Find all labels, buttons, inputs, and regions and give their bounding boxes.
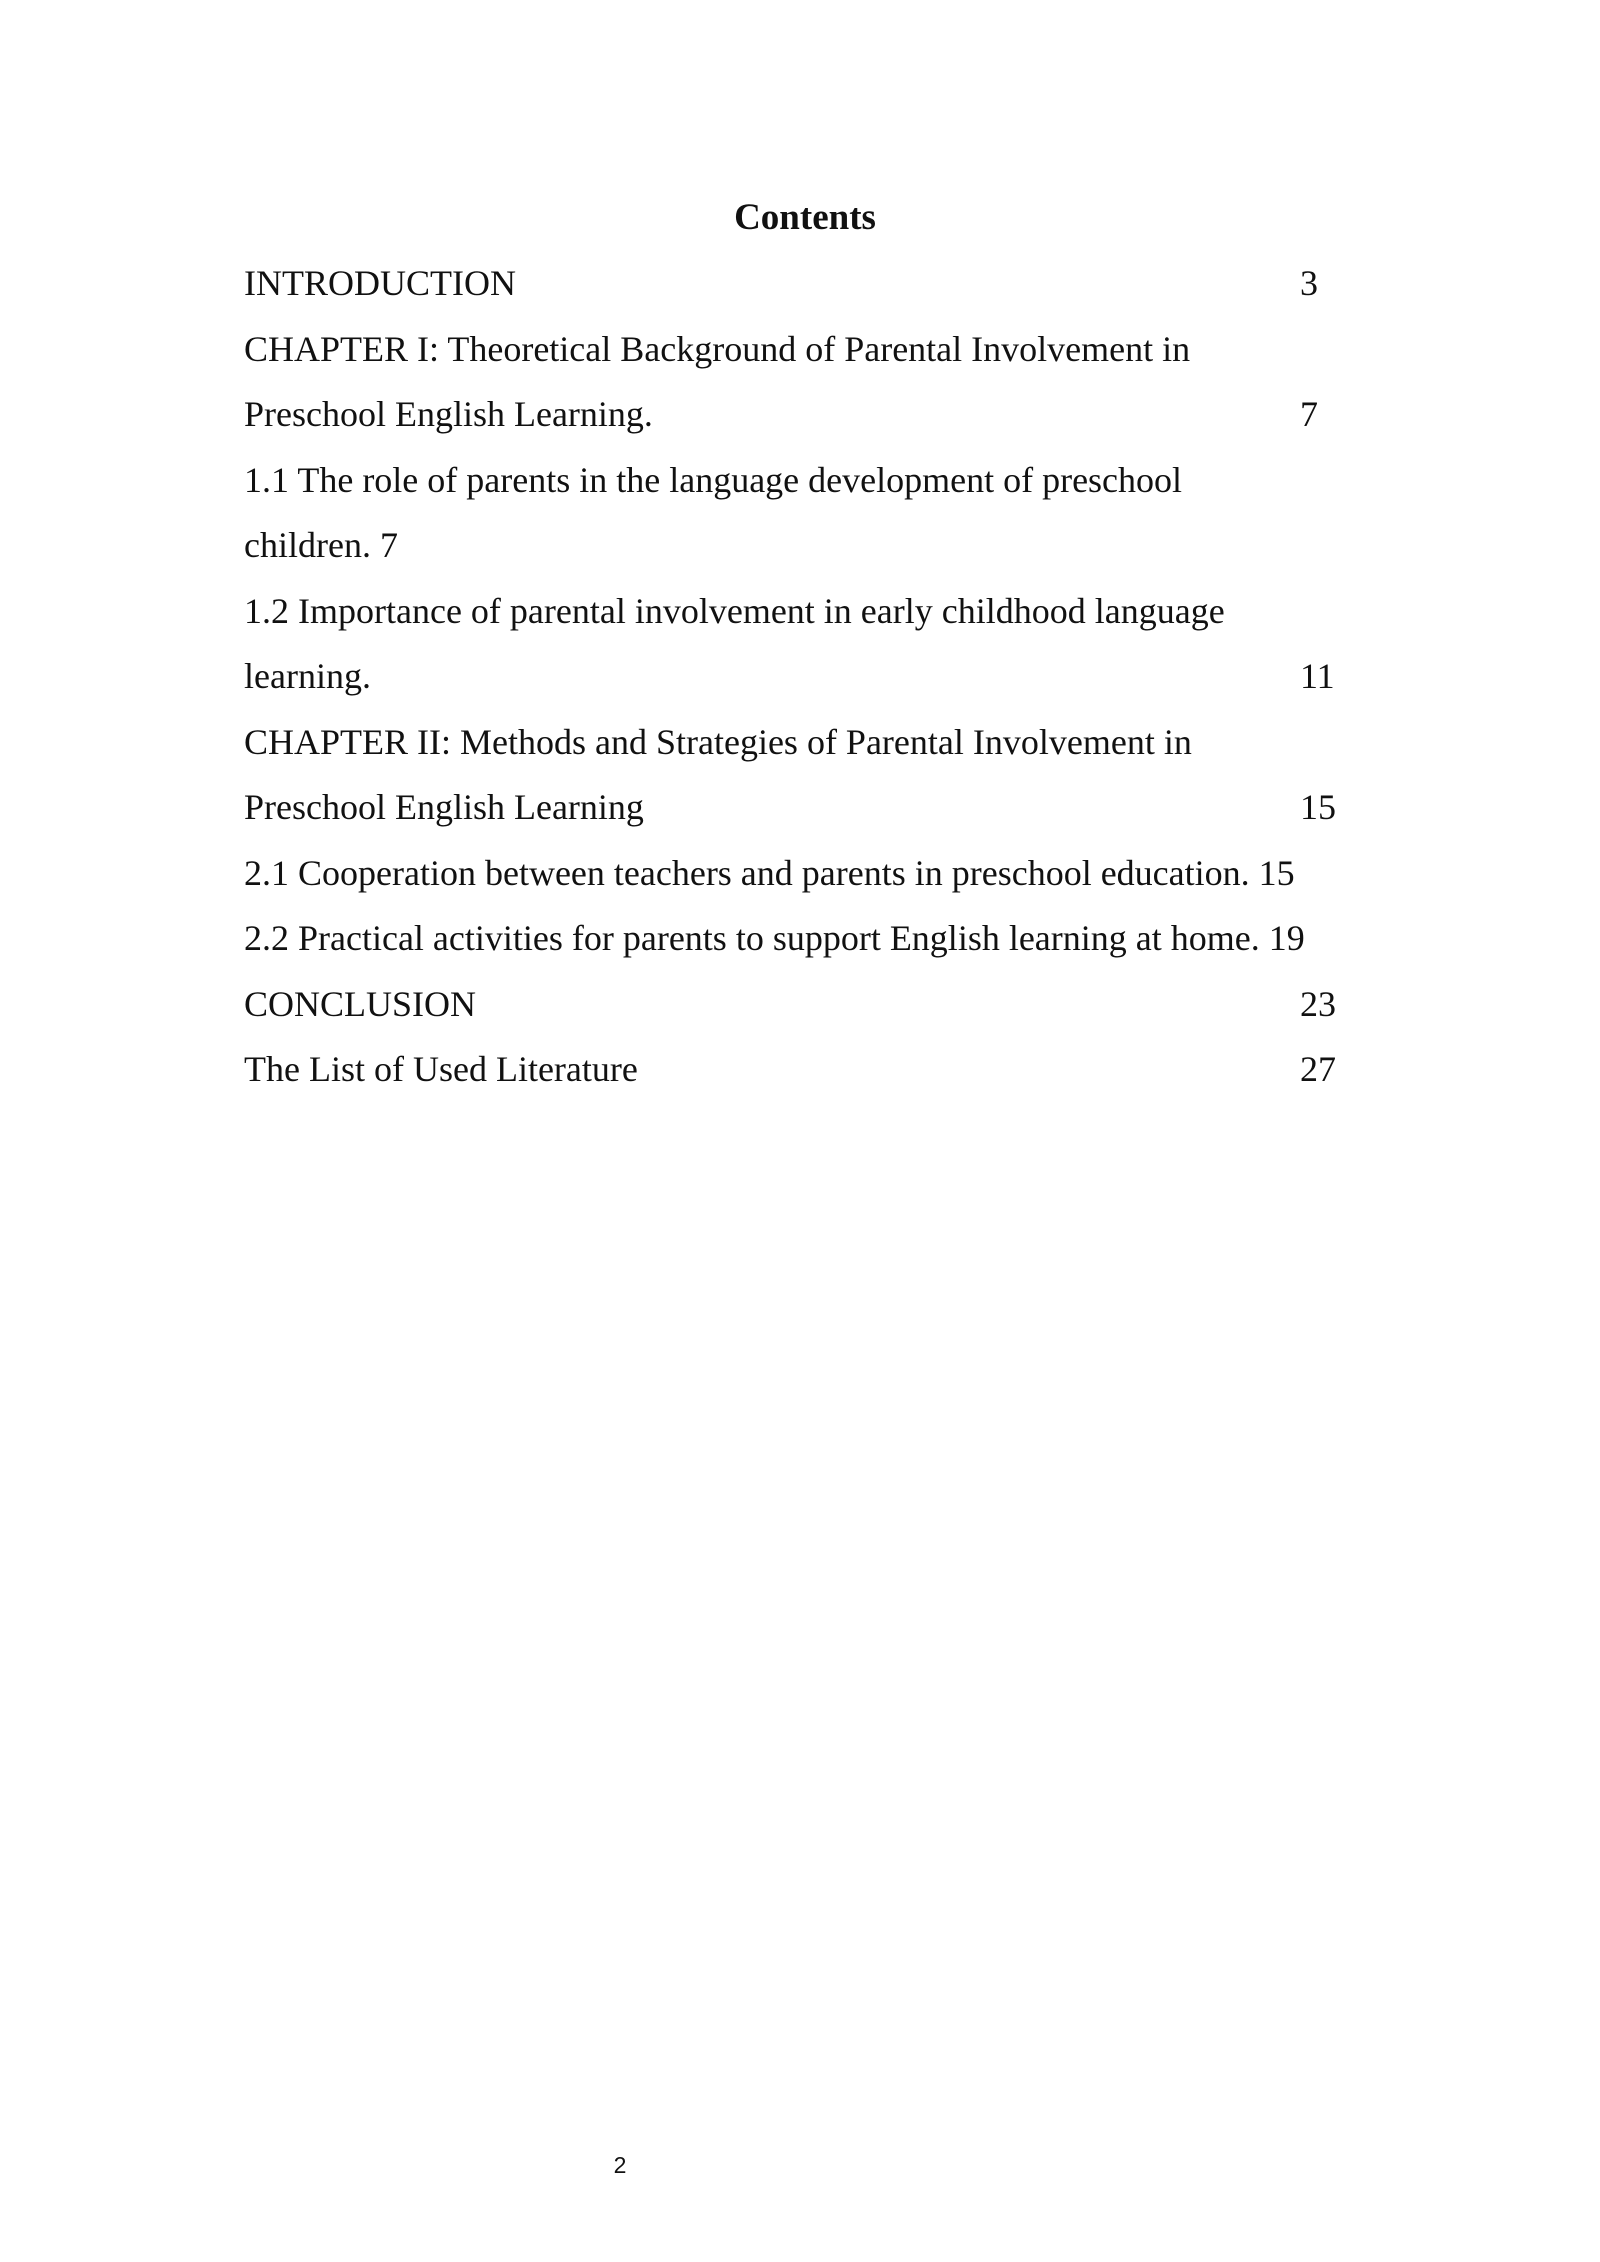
toc-entry-page: 27 <box>1300 1049 1336 1089</box>
toc-entry-1-2-cont <box>244 651 1384 717</box>
toc-entry-text: 1.2 Importance of parental involvement in early childhood language <box>244 591 1225 631</box>
toc-entry-text: Preschool English Learning <box>244 787 644 827</box>
toc-entry-page: 11 <box>1300 656 1335 696</box>
page-number: 2 <box>613 2152 627 2178</box>
toc-entry-chapter-2-cont <box>244 782 1384 848</box>
toc-entry-page: 7 <box>1300 394 1318 434</box>
toc-entry-2-2 <box>244 913 1384 979</box>
toc-entry-text: children. 7 <box>244 525 398 565</box>
toc-entry-chapter-1-cont <box>244 389 1384 455</box>
toc-entry-page: 3 <box>1300 263 1318 303</box>
toc-entry-1-1-cont <box>244 520 1384 586</box>
toc-entry-text: INTRODUCTION <box>244 263 516 303</box>
toc-entry-text: 2.1 Cooperation between teachers and parents in preschool education. 15 <box>244 853 1295 893</box>
toc-entry-page: 23 <box>1300 984 1336 1024</box>
toc-entry-text: CHAPTER II: Methods and Strategies of Parental Involvement in <box>244 722 1192 762</box>
toc-entry-1-1 <box>244 455 1384 521</box>
toc-entry-text: Preschool English Learning. <box>244 394 653 434</box>
toc-entry-introduction <box>244 258 1384 324</box>
page-title: Contents <box>734 197 876 238</box>
toc-entry-2-1 <box>244 848 1384 914</box>
toc-entry-literature <box>244 1044 1384 1110</box>
toc-entry-text: The List of Used Literature <box>244 1049 638 1089</box>
toc-entry-text: CONCLUSION <box>244 984 477 1024</box>
toc-entry-1-2 <box>244 586 1384 652</box>
toc-entry-page: 15 <box>1300 787 1336 827</box>
toc-entry-text: learning. <box>244 656 371 696</box>
toc-entry-conclusion <box>244 979 1384 1045</box>
toc-entry-text: 1.1 The role of parents in the language development of preschool <box>244 460 1183 500</box>
toc-entry-text: CHAPTER I: Theoretical Background of Parental Involvement in <box>244 329 1191 369</box>
toc-entry-text: 2.2 Practical activities for parents to support English learning at home. 19 <box>244 918 1305 958</box>
toc-entry-chapter-1 <box>244 324 1384 390</box>
toc-entry-chapter-2 <box>244 717 1384 783</box>
